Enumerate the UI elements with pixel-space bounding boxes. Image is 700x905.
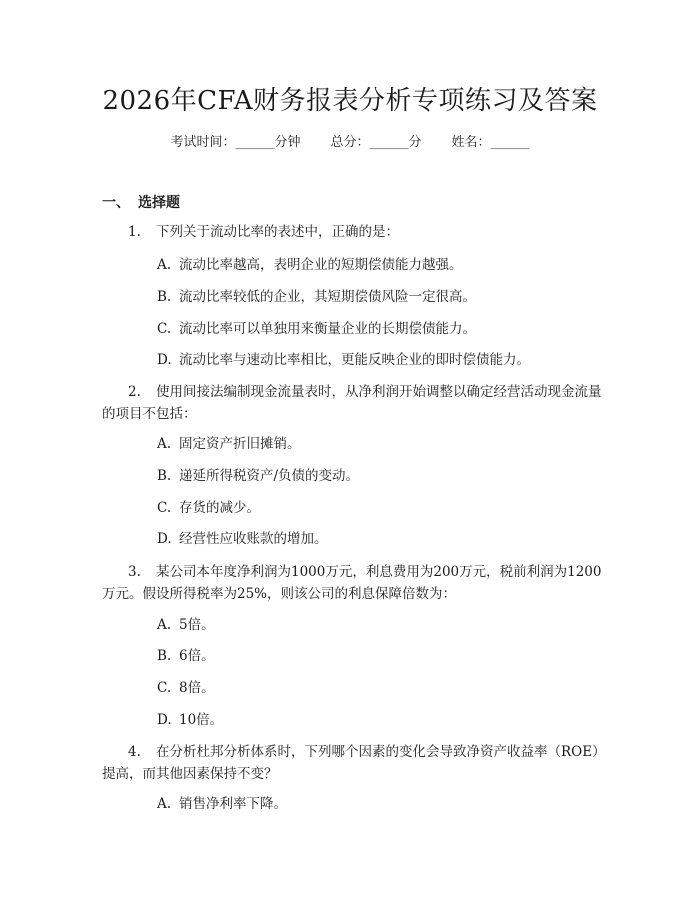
question-number: 3. bbox=[128, 564, 141, 580]
section-heading bbox=[102, 192, 180, 212]
question-number: 2. bbox=[128, 384, 141, 400]
answer-option bbox=[157, 793, 597, 815]
answer-option bbox=[157, 254, 597, 276]
question-stem bbox=[102, 381, 602, 425]
answer-option bbox=[157, 614, 597, 636]
exam-meta-line bbox=[0, 131, 700, 150]
option-letter: A. bbox=[157, 436, 172, 452]
option-text: 流动比率可以单独用来衡量企业的长期偿债能力。 bbox=[179, 321, 476, 337]
student-name-field: 姓名：______ bbox=[451, 135, 530, 150]
exam-time-field: 考试时间：______分钟 bbox=[170, 135, 301, 150]
answer-option bbox=[157, 349, 597, 371]
option-letter: C. bbox=[157, 500, 172, 516]
answer-option bbox=[157, 465, 597, 487]
answer-option bbox=[157, 433, 597, 455]
option-text: 流动比率较低的企业，其短期偿债风险一定很高。 bbox=[179, 289, 476, 305]
question-stem bbox=[102, 221, 602, 243]
option-text: 固定资产折旧摊销。 bbox=[179, 436, 301, 452]
answer-option bbox=[157, 645, 597, 667]
answer-option bbox=[157, 709, 597, 731]
question-stem bbox=[102, 561, 602, 605]
section-label: 选择题 bbox=[138, 195, 180, 211]
option-letter: D. bbox=[157, 531, 172, 547]
option-letter: D. bbox=[157, 712, 172, 728]
option-text: 8倍。 bbox=[179, 680, 215, 696]
answer-option bbox=[157, 528, 597, 550]
option-text: 存货的减少。 bbox=[179, 500, 260, 516]
section-number: 一、 bbox=[102, 195, 130, 211]
question-text: 使用间接法编制现金流量表时，从净利润开始调整以确定经营活动现金流量的项目不包括： bbox=[102, 384, 602, 422]
question-text: 某公司本年度净利润为1000万元，利息费用为200万元，税前利润为1200万元。假设所得税率为25%，则该公司的利息保障倍数为： bbox=[102, 564, 602, 602]
question-text: 下列关于流动比率的表述中，正确的是： bbox=[156, 224, 399, 240]
option-text: 流动比率与速动比率相比，更能反映企业的即时偿债能力。 bbox=[179, 352, 530, 368]
answer-option bbox=[157, 677, 597, 699]
total-score-field: 总分：______分 bbox=[330, 135, 422, 150]
option-letter: C. bbox=[157, 321, 172, 337]
option-letter: D. bbox=[157, 352, 172, 368]
answer-option bbox=[157, 318, 597, 340]
option-text: 10倍。 bbox=[179, 712, 224, 728]
option-text: 经营性应收账款的增加。 bbox=[179, 531, 328, 547]
option-text: 6倍。 bbox=[179, 648, 215, 664]
question-stem bbox=[102, 741, 602, 785]
question-number: 1. bbox=[128, 224, 141, 240]
option-text: 流动比率越高，表明企业的短期偿债能力越强。 bbox=[179, 257, 463, 273]
option-letter: A. bbox=[157, 617, 172, 633]
question-number: 4. bbox=[128, 744, 141, 760]
document-title: 2026年CFA财务报表分析专项练习及答案 bbox=[102, 86, 598, 116]
option-letter: A. bbox=[157, 257, 172, 273]
option-letter: B. bbox=[157, 468, 172, 484]
option-text: 5倍。 bbox=[179, 617, 215, 633]
question-text: 在分析杜邦分析体系时，下列哪个因素的变化会导致净资产收益率（ROE）提高，而其他因素保持不变？ bbox=[102, 744, 599, 782]
option-text: 销售净利率下降。 bbox=[179, 796, 287, 812]
option-text: 递延所得税资产/负债的变动。 bbox=[179, 468, 360, 484]
answer-option bbox=[157, 286, 597, 308]
option-letter: A. bbox=[157, 796, 172, 812]
option-letter: B. bbox=[157, 289, 172, 305]
option-letter: B. bbox=[157, 648, 172, 664]
answer-option bbox=[157, 497, 597, 519]
option-letter: C. bbox=[157, 680, 172, 696]
